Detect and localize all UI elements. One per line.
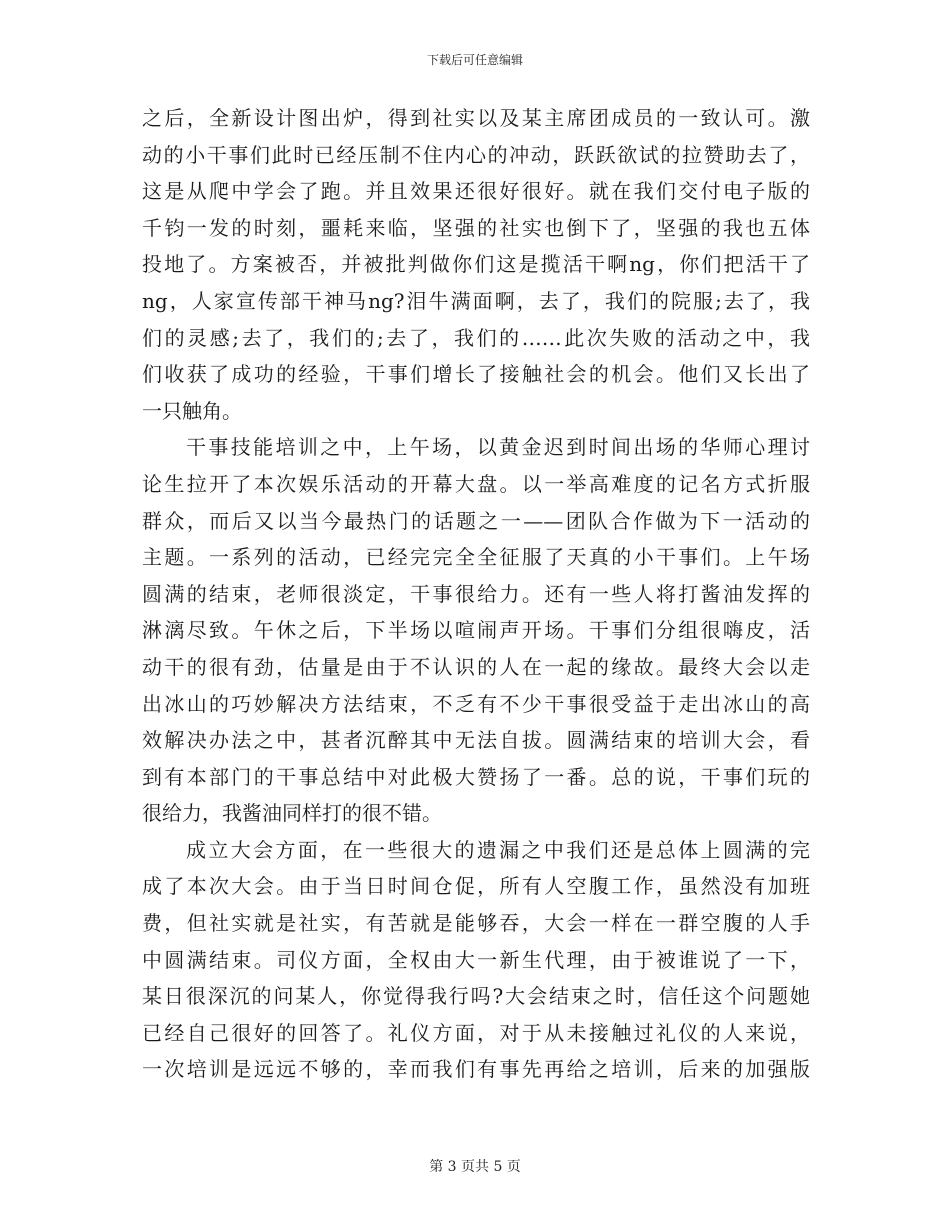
text-line: 淋漓尽致。午休之后，下半场以喧闹声开场。干事们分组很嗨皮，活 xyxy=(142,618,810,643)
text-line: 中圆满结束。司仪方面，全权由大一新生代理，由于被谁说了一下， xyxy=(142,947,810,972)
text-line: 投地了。方案被否，并被批判做你们这是揽活干啊ng，你们把活干了 xyxy=(142,252,810,277)
text-line: 之后，全新设计图出炉，得到社实以及某主席团成员的一致认可。激 xyxy=(142,106,810,130)
page-footer: 第 3 页共 5 页 xyxy=(429,1159,521,1175)
text-line: 们收获了成功的经验，干事们增长了接触社会的机会。他们又长出了 xyxy=(142,362,810,387)
text-line: 已经自己很好的回答了。礼仪方面，对于从未接触过礼仪的人来说， xyxy=(142,1020,810,1045)
text-line: 效解决办法之中，甚者沉醉其中无法自拔。圆满结束的培训大会，看 xyxy=(142,728,810,753)
text-line: 到有本部门的干事总结中对此极大赞扬了一番。总的说，干事们玩的 xyxy=(142,764,810,789)
text-line: 某日很深沉的问某人，你觉得我行吗?大会结束之时，信任这个问题她 xyxy=(142,984,810,1009)
text-line: 动的小干事们此时已经压制不住内心的冲动，跃跃欲试的拉赞助去了， xyxy=(142,142,810,167)
page-header: 下载后可任意编辑 xyxy=(426,53,523,67)
text-line: 动干的很有劲，估量是由于不认识的人在一起的缘故。最终大会以走 xyxy=(142,654,810,679)
text-line: ng，人家宣传部干神马ng?泪牛满面啊，去了，我们的院服;去了，我 xyxy=(142,288,810,313)
text-line: 千钧一发的时刻，噩耗来临，坚强的社实也倒下了，坚强的我也五体 xyxy=(142,215,810,240)
text-line: 出冰山的巧妙解决方法结束，不乏有不少干事很受益于走出冰山的高 xyxy=(142,691,810,716)
text-line: 圆满的结束，老师很淡定，干事很给力。还有一些人将打酱油发挥的 xyxy=(142,581,810,606)
text-line: 干事技能培训之中，上午场，以黄金迟到时间出场的华师心理讨 xyxy=(186,435,810,460)
text-line: 一次培训是远远不够的，幸而我们有事先再给之培训，后来的加强版 xyxy=(142,1057,810,1082)
text-line: 一只触角。 xyxy=(142,398,242,423)
text-line: 成了本次大会。由于当日时间仓促，所有人空腹工作，虽然没有加班 xyxy=(142,874,810,899)
text-line: 费，但社实就是社实，有苦就是能够吞，大会一样在一群空腹的人手 xyxy=(142,911,810,936)
text-line: 成立大会方面，在一些很大的遗漏之中我们还是总体上圆满的完 xyxy=(186,837,810,862)
text-line: 很给力，我酱油同样打的很不错。 xyxy=(142,801,442,826)
text-line: 主题。一系列的活动，已经完完全全征服了天真的小干事们。上午场 xyxy=(142,545,810,570)
document-body xyxy=(142,100,810,1088)
text-line: 们的灵感;去了，我们的;去了，我们的……此次失败的活动之中，我 xyxy=(142,325,810,350)
text-line: 这是从爬中学会了跑。并且效果还很好很好。就在我们交付电子版的 xyxy=(142,179,810,204)
text-line: 群众，而后又以当今最热门的话题之一——团队合作做为下一活动的 xyxy=(142,508,810,533)
text-line: 论生拉开了本次娱乐活动的开幕大盘。以一举高难度的记名方式折服 xyxy=(142,471,810,496)
